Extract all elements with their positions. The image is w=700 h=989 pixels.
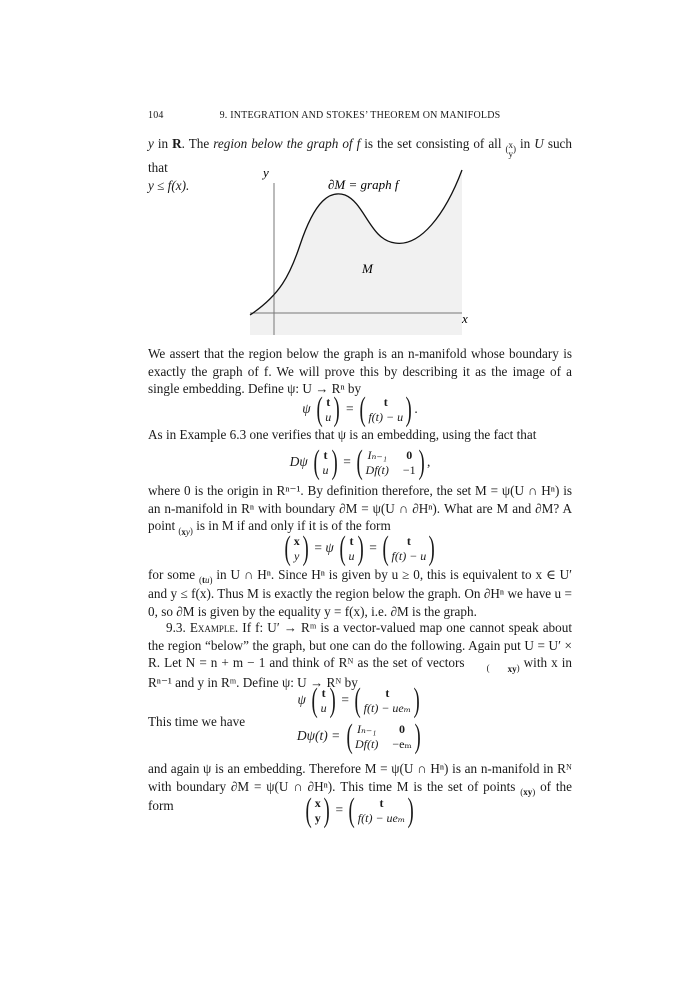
paragraph-intro: y in R. The region below the graph of f is the set consisting of all ( x y ) in U such that y ≤ f(x). [148, 136, 573, 193]
y-axis-label: y [263, 165, 269, 180]
graph-figure [240, 165, 480, 345]
paragraph-assertion: We assert that the region below the graph is an n-manifold whose boundary is exactly the graph of f. We will prove this by describing it as the image of a single embedding. Define ψ: U → Rⁿ by [148, 346, 572, 397]
equation-derivative: Dψ ( t u ) = ( Iₙ₋₁ 0 Df(t) −1 ) , [289, 444, 431, 481]
paragraph-embedding: As in Example 6.3 one verifies that ψ is an embedding, using the fact that [148, 427, 537, 442]
region-below-graph [250, 170, 462, 335]
equation-psi-def: ψ ( t u ) = ( t f(t) − u ) . [302, 391, 418, 428]
paragraph-this-time: This time we have [148, 714, 246, 729]
vector-tu-inline: (tu) [198, 575, 213, 586]
vector-xy-bold-inline: (xy) [520, 786, 536, 798]
page-number: 104 [148, 110, 164, 121]
running-title: 9. INTEGRATION AND STOKES’ THEOREM ON MANIFOLDS [219, 110, 501, 121]
paragraph-definition: where 0 is the origin in Rⁿ⁻¹. By definition therefore, the set M = ψ(U ∩ Hⁿ) is an n-manifold in Rⁿ with boundary ∂M = ψ(U ∩ ∂Hⁿ). What are M and ∂M? A point (xy) is in M if and only if it is of the form [148, 483, 572, 537]
curve-label: ∂M = graph f [328, 177, 399, 192]
paragraph-region: for some (tu) in U ∩ Hⁿ. Since Hⁿ is given by u ≥ 0, this is equivalent to x ∈ U′ and y ≤ f(x). Thus M is exactly the region below the graph. On ∂Hⁿ we have u = 0, so ∂M is given by the equality y = f(x), i.e. ∂M is the graph. [148, 567, 573, 620]
equation-derivative-vector: Dψ(t) = ( Iₙ₋₁ 0 Df(t) −eₘ ) [296, 718, 421, 755]
vector-xy-inline: ( x y ) [505, 139, 517, 159]
vector-xy-bold-inline: ( xy) [486, 663, 520, 674]
paragraph-conclusion: and again ψ is an embedding. Therefore M = ψ(U ∩ Hⁿ) is an n-manifold in Rᴺ with boundary ∂M = ψ(U ∩ ∂Hⁿ). This time M is the set of points (xy) of the form [148, 761, 572, 814]
equation-point-form-vector: ( x y ) = ( t f(t) − ueₘ ) [305, 792, 415, 829]
equation-point-form: ( x y ) = ψ ( t u ) = ( t f(t) − u ) [284, 530, 436, 567]
x-axis-label: x [462, 311, 468, 326]
paragraph-example: 9.3. Example. If f: U′ → Rᵐ is a vector-valued map one cannot speak about the region “below” the graph, but one can do the following. Again put U = U′ × R. Let N = n + m − 1 and think of Rᴺ as the set of vectors ( xy) with x in Rⁿ⁻¹ and y in Rᵐ. Define ψ: U → Rᴺ by [148, 620, 573, 690]
vector-xy-inline: (xy) [178, 526, 193, 537]
equation-psi-vector: ψ ( t u ) = ( t f(t) − ueₘ ) [297, 682, 420, 719]
region-label: M [362, 261, 373, 276]
